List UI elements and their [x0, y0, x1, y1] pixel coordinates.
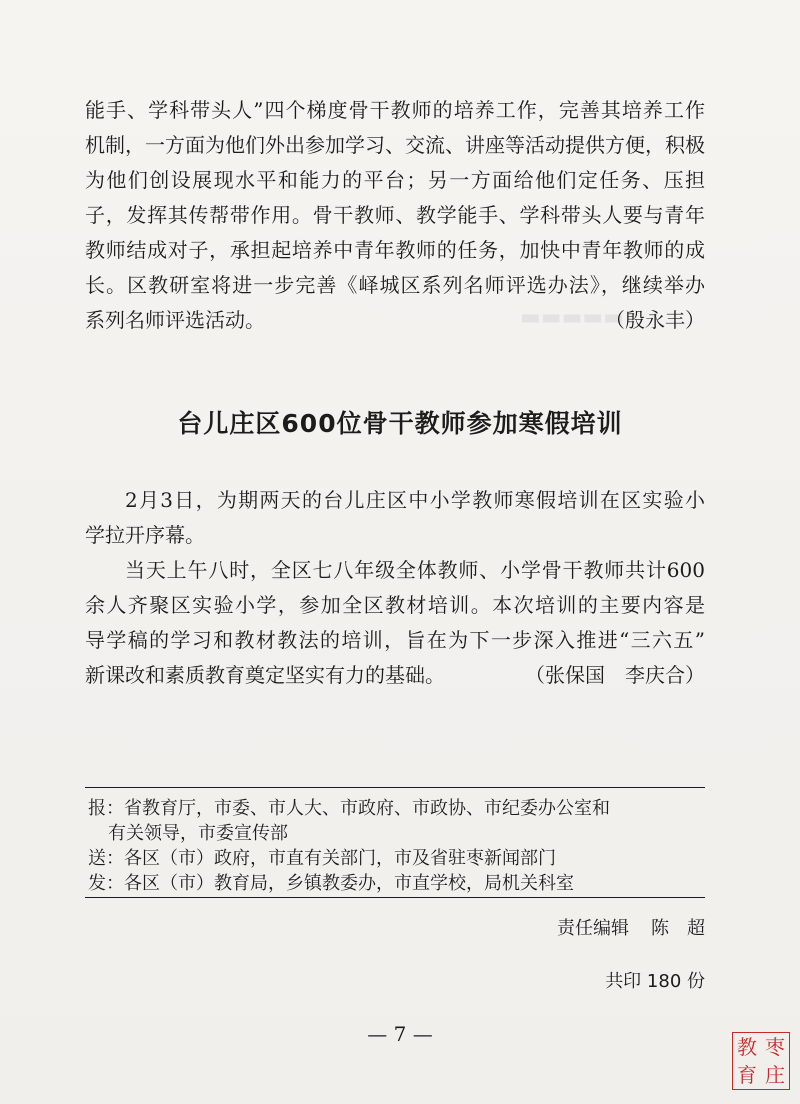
author-signature: （殷永丰） — [605, 308, 705, 332]
report-label: 报： — [88, 798, 124, 819]
text-line: 当天上午八时，全区七八年级全体教师、小学骨干教师共计600 — [125, 558, 705, 582]
article-title: 台儿庄区600位骨干教师参加寒假培训 — [177, 409, 623, 438]
text-line: 系列名师评选活动。 — [85, 308, 265, 332]
send-row — [88, 846, 708, 871]
text-line: 子，发挥其传帮带作用。骨干教师、教学能手、学科带头人要与青年 — [85, 203, 705, 227]
issue-row — [88, 871, 708, 896]
divider-top — [85, 787, 705, 788]
send-recipients: 各区（市）政府，市直有关部门，市及省驻枣新闻部门 — [124, 848, 556, 869]
issue-recipients: 各区（市）教育局，乡镇教委办，市直学校，局机关科室 — [124, 873, 574, 894]
seal-char: 枣 — [765, 1035, 785, 1059]
text-line: 新课改和素质教育奠定坚实有力的基础。 — [85, 663, 445, 687]
text-line: 机制，一方面为他们外出参加学习、交流、讲座等活动提供方便，积极 — [85, 133, 705, 157]
text-line: 2月3日，为期两天的台儿庄区中小学教师寒假培训在区实验小 — [125, 488, 705, 512]
report-recipients: 省教育厅，市委、市人大、市政府、市政协、市纪委办公室和 — [124, 798, 610, 819]
text-line-with-signature — [85, 658, 705, 693]
seal-char: 育 — [737, 1063, 757, 1087]
text-line: 学拉开序幕。 — [85, 523, 205, 547]
page-number: — 7 — — [367, 1022, 433, 1046]
distribution-list — [88, 796, 708, 896]
text-line: 教师结成对子，承担起培养中青年教师的任务，加快中青年教师的成 — [85, 238, 705, 262]
editor-name: 陈 超 — [651, 918, 705, 939]
responsible-editor — [557, 914, 705, 940]
author-signature: （张保国 李庆合） — [525, 663, 705, 687]
text-line: 导学稿的学习和教材教法的培训，旨在为下一步深入推进“三六五” — [85, 628, 705, 652]
text-line: 为他们创设展现水平和能力的平台；另一方面给他们定任务、压担 — [85, 168, 705, 192]
text-line: 能手、学科带头人”四个梯度骨干教师的培养工作，完善其培养工作 — [85, 98, 705, 122]
report-row — [88, 796, 708, 821]
paragraph-continuation — [85, 93, 705, 338]
seal-char: 教 — [737, 1035, 757, 1059]
seal-char: 庄 — [765, 1063, 785, 1087]
article-body — [85, 483, 705, 693]
report-row-continued: 有关领导，市委宣传部 — [108, 823, 288, 844]
send-label: 送： — [88, 848, 124, 869]
issue-label: 发： — [88, 873, 124, 894]
text-line-with-signature — [85, 303, 705, 338]
print-copies: 共印 180 份 — [605, 971, 705, 992]
text-line: 长。区教研室将进一步完善《峄城区系列名师评选办法》，继续举办 — [85, 273, 705, 297]
seal-stamp — [732, 1032, 790, 1090]
bleed-through-decoration: ▬▬▬▬▬ — [520, 305, 624, 330]
text-line: 余人齐聚区实验小学，参加全区教材培训。本次培训的主要内容是 — [85, 593, 705, 617]
divider-bottom — [85, 897, 705, 898]
editor-label: 责任编辑 — [557, 918, 629, 939]
